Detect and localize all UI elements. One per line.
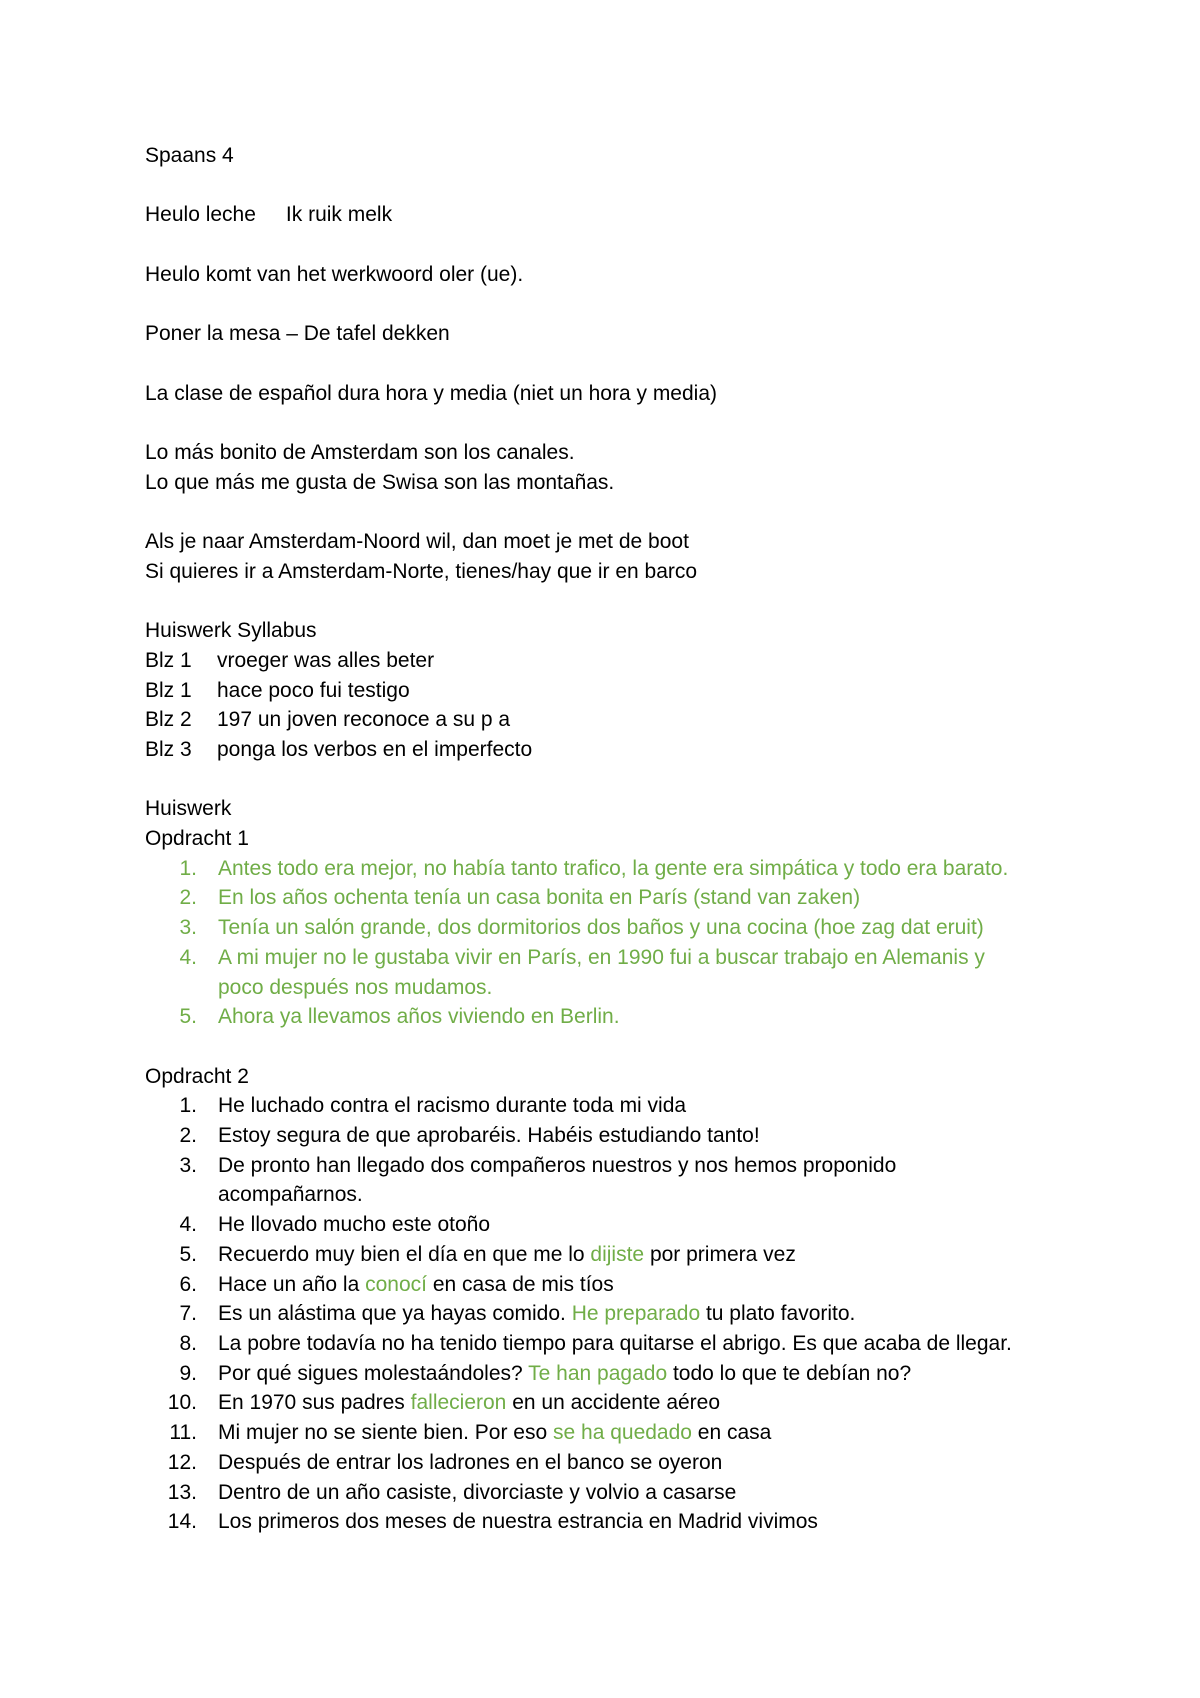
spacer [145, 230, 1105, 260]
item-text: En 1970 sus padres [218, 1391, 411, 1415]
opdracht1-list [145, 854, 1105, 1032]
item-number: 14. [167, 1510, 197, 1534]
item-number: 12. [167, 1450, 197, 1474]
bonito-line-1: Lo más bonito de Amsterdam son los canales. [145, 440, 575, 464]
item-text: Dentro de un año casiste, divorciaste y volvio a casarse [218, 1480, 737, 1504]
syllabus-row [145, 705, 1105, 735]
item-number: 10. [167, 1391, 197, 1415]
item-text-after: en casa de mis tíos [426, 1272, 614, 1296]
list-item [145, 1210, 1105, 1240]
poner-line: Poner la mesa – De tafel dekken [145, 322, 450, 346]
list-item [145, 854, 1105, 884]
list-item [145, 1270, 1105, 1300]
syllabus-row [145, 676, 1105, 706]
spacer [145, 765, 1105, 795]
item-text: He llovado mucho este otoño [218, 1213, 491, 1237]
list-item [145, 1299, 1105, 1329]
item-text: Por qué sigues molestaándoles? [218, 1361, 529, 1385]
answer-highlight: Te han pagado [528, 1361, 668, 1385]
item-number: 1. [179, 856, 197, 880]
list-item [145, 1418, 1105, 1448]
item-text: A mi mujer no le gustaba vivir en París, en 1990 fui a buscar trabajo en Alemanis y [218, 945, 985, 969]
spacer [145, 1032, 1105, 1062]
spacer [145, 289, 1105, 319]
list-item [145, 1121, 1105, 1151]
item-text: He luchado contra el racismo durante toda mi vida [218, 1094, 687, 1118]
answer-highlight: conocí [365, 1272, 427, 1296]
item-text: Recuerdo muy bien el día en que me lo [218, 1242, 591, 1266]
list-item [145, 1359, 1105, 1389]
list-item [145, 1002, 1105, 1032]
item-number: 3. [179, 1153, 197, 1177]
item-text: Estoy segura de que aprobaréis. Habéis estudiando tanto! [218, 1124, 760, 1148]
item-text: Ahora ya llevamos años viviendo en Berlin. [218, 1005, 620, 1029]
clase-line: La clase de español dura hora y media (niet un hora y media) [145, 381, 718, 405]
answer-highlight: dijiste [590, 1242, 645, 1266]
syllabus-text: vroeger was alles beter [217, 648, 435, 672]
spacer [145, 586, 1105, 616]
syllabus-text: 197 un joven reconoce a su p a [217, 708, 511, 732]
bonito-line-2: Lo que más me gusta de Swisa son las montañas. [145, 470, 615, 494]
item-number: 4. [179, 945, 197, 969]
syllabus-row [145, 646, 1105, 676]
item-text: La pobre todavía no ha tenido tiempo para quitarse el abrigo. Es que acaba de llegar. [218, 1331, 1012, 1355]
item-text: Mi mujer no se siente bien. Por eso [218, 1421, 553, 1445]
heulo-dutch: Ik ruik melk [285, 203, 393, 227]
list-item [145, 913, 1105, 943]
item-number: 13. [167, 1480, 197, 1504]
answer-highlight: He preparado [571, 1302, 701, 1326]
item-text: Después de entrar los ladrones en el banco se oyeron [218, 1450, 723, 1474]
list-item [145, 1507, 1105, 1537]
item-text: Antes todo era mejor, no había tanto trafico, la gente era simpática y todo era barato. [218, 856, 1009, 880]
document-title: Spaans 4 [145, 144, 234, 167]
list-item [145, 943, 1105, 1002]
spacer [145, 171, 1105, 201]
syllabus-row [145, 735, 1105, 765]
spacer [145, 408, 1105, 438]
list-item [145, 1478, 1105, 1508]
spacer [145, 349, 1105, 379]
huiswerk-heading: Huiswerk [145, 797, 232, 821]
list-item [145, 1091, 1105, 1121]
item-number: 9. [179, 1361, 197, 1385]
opdracht1-heading: Opdracht 1 [145, 827, 249, 851]
opdracht2-heading: Opdracht 2 [145, 1064, 249, 1088]
item-number: 3. [179, 916, 197, 940]
item-text-after: por primera vez [644, 1242, 796, 1266]
item-text-after: todo lo que te debían no? [667, 1361, 912, 1385]
item-text: Los primeros dos meses de nuestra estrancia en Madrid vivimos [218, 1510, 818, 1534]
item-text-after: en un accidente aéreo [506, 1391, 721, 1415]
syllabus-page: Blz 1 [145, 648, 192, 672]
item-text: Hace un año la [218, 1272, 366, 1296]
list-item [145, 1388, 1105, 1418]
item-number: 2. [179, 886, 197, 910]
syllabus-list [145, 646, 1105, 765]
item-text: En los años ochenta tenía un casa bonita en París (stand van zaken) [218, 886, 861, 910]
item-number: 11. [169, 1421, 197, 1445]
item-number: 8. [179, 1331, 197, 1355]
item-number: 5. [179, 1242, 197, 1266]
item-number: 5. [179, 1005, 197, 1029]
syllabus-page: Blz 3 [145, 737, 192, 761]
item-number: 7. [179, 1302, 197, 1326]
syllabus-text: hace poco fui testigo [217, 678, 410, 702]
noord-dutch-line: Als je naar Amsterdam-Noord wil, dan moet je met de boot [145, 530, 689, 554]
item-number: 4. [179, 1213, 197, 1237]
noord-spanish-line: Si quieres ir a Amsterdam-Norte, tienes/hay que ir en barco [145, 559, 698, 583]
item-number: 2. [179, 1124, 197, 1148]
item-number: 6. [179, 1272, 197, 1296]
spacer [145, 497, 1105, 527]
heulo-spanish: Heulo leche [145, 203, 256, 227]
document-page [145, 141, 1105, 1537]
list-item [145, 883, 1105, 913]
list-item [145, 1240, 1105, 1270]
syllabus-heading: Huiswerk Syllabus [145, 619, 317, 643]
opdracht2-list [145, 1091, 1105, 1537]
item-text-continued: poco después nos mudamos. [218, 975, 493, 999]
syllabus-page: Blz 2 [145, 708, 192, 732]
answer-highlight: fallecieron [410, 1391, 507, 1415]
list-item [145, 1329, 1105, 1359]
syllabus-text: ponga los verbos en el imperfecto [217, 737, 533, 761]
answer-highlight: se ha quedado [553, 1421, 692, 1445]
list-item [145, 1151, 1105, 1210]
item-text: Tenía un salón grande, dos dormitorios dos baños y una cocina (hoe zag dat eruit) [218, 916, 984, 940]
heulo-line [145, 200, 1105, 230]
syllabus-page: Blz 1 [145, 678, 192, 702]
item-text-after: tu plato favorito. [700, 1302, 856, 1326]
item-text-after: en casa [691, 1421, 772, 1445]
item-number: 1. [179, 1094, 197, 1118]
heulo-note: Heulo komt van het werkwoord oler (ue). [145, 262, 524, 286]
item-text: De pronto han llegado dos compañeros nuestros y nos hemos proponido [218, 1153, 897, 1177]
list-item [145, 1448, 1105, 1478]
item-text: Es un alástima que ya hayas comido. [218, 1302, 572, 1326]
item-text-continued: acompañarnos. [218, 1183, 363, 1207]
